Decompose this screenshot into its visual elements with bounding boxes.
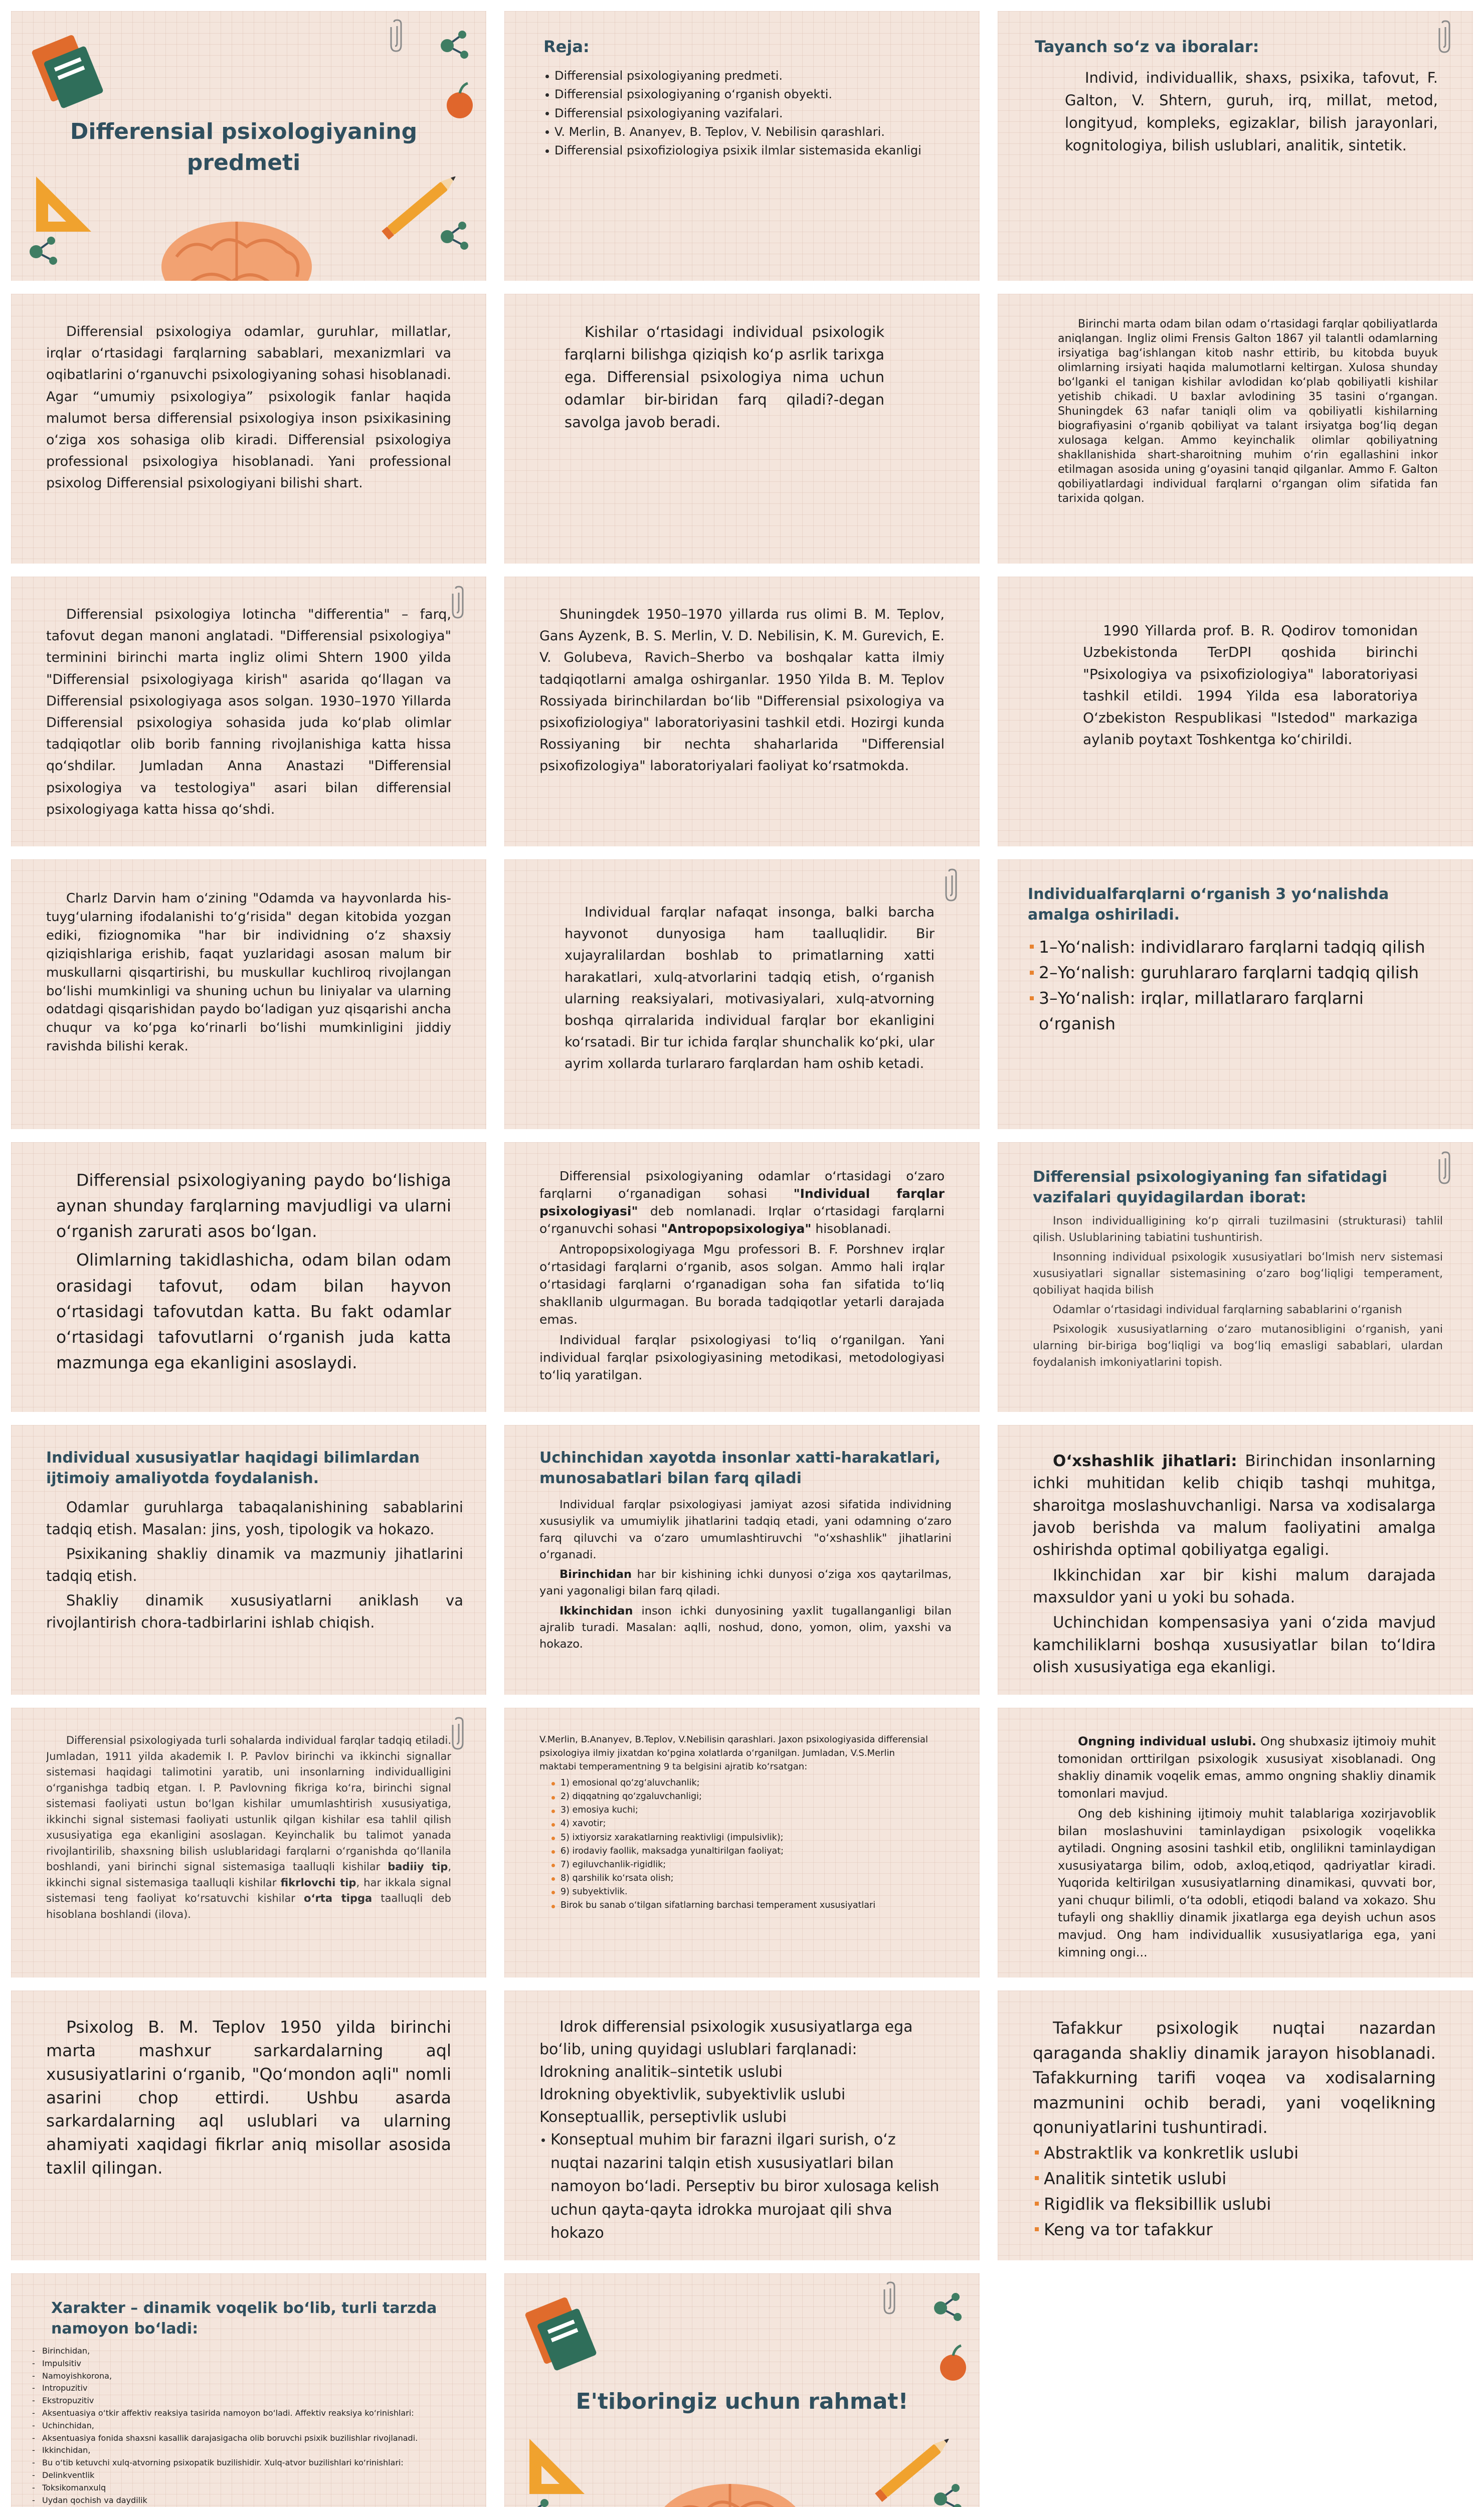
text-span: Birinchidan insonlarning ichki muhitidan kelib chiqib tashqi muhitga, sharoitga moslashuvchanligi. Narsa va xodisalarga javob berishda va malum faoliyatini amalga oshirishda optimal qobiliyatga egaligi. bbox=[1033, 1452, 1436, 1559]
bold-term: Birinchidan bbox=[560, 1568, 632, 1581]
body-text: Idrokning obyektivlik, subyektivlik uslubi bbox=[539, 2086, 846, 2103]
list-item: - Aksentuasiya fonida shaxsni kasallik darajasigacha olib boruvchi psixik buzilishlar rivojlanadi. bbox=[31, 2432, 451, 2445]
list-item: 6) irodaviy faollik, maksadga yunaltirilgan faoliyat; bbox=[549, 1845, 935, 1858]
bold-term: fikrlovchi tip bbox=[280, 1876, 356, 1889]
body-text bbox=[539, 1566, 952, 1600]
list-item: Differensial psixologiyaning predmeti. bbox=[543, 67, 945, 85]
apple-icon bbox=[936, 2344, 971, 2384]
molecule-icon bbox=[427, 18, 477, 68]
list-item: 2–Yo‘nalish: guruhlararo farqlarni tadqiq qilish bbox=[1028, 960, 1428, 985]
slide-tasks bbox=[998, 1142, 1473, 1412]
plan-list bbox=[543, 67, 945, 160]
body-text: Psixologik xususiyatlarning o‘zaro mutanosibligini o‘rganish, yani ularning bir-biriga bog‘liqligi va bog‘liq emasligi sabablari, ulardan foydalanish imkoniyatlarini topish. bbox=[1033, 1323, 1443, 1369]
text-span: hisoblanadi. bbox=[815, 1221, 891, 1236]
list-item: - Ikkinchidan, bbox=[31, 2444, 451, 2457]
brain-icon bbox=[156, 212, 317, 281]
list-item: 4) xavotir; bbox=[549, 1817, 935, 1831]
presentation-title: Differensial psixologiyaning predmeti bbox=[70, 119, 418, 175]
text-span: , ikkinchi signal sistemasiga taalluqli kishilar bbox=[46, 1861, 451, 1889]
list-item: Rigidlik va fleksibillik uslubi bbox=[1033, 2191, 1436, 2217]
text-span: deb nomlanadi. Irqlar o‘rtasidagi farqlarni o‘rganuvchi sohasi bbox=[539, 1204, 945, 1236]
body-text: Konseptuallik, perseptivlik uslubi bbox=[539, 2108, 787, 2126]
bold-term: "Antropopsixologiya" bbox=[661, 1221, 812, 1236]
slide-darwin bbox=[11, 859, 486, 1129]
list-item: 3–Yo‘nalish: irqlar, millatlararo farqlarni o‘rganish bbox=[1028, 985, 1428, 1036]
slide-title bbox=[11, 11, 486, 281]
list-item: - Bu o‘tib ketuvchi xulq-atvorning psixopatik buzilishidir. Xulq-atvor buzilishlari ko‘rinishlari: bbox=[31, 2457, 451, 2469]
list-item: 5) ixtiyorsiz xarakatlarning reaktivligi (impulsivlik); bbox=[549, 1831, 935, 1845]
bold-term: o‘rta tipga bbox=[304, 1892, 373, 1904]
slide-differences bbox=[504, 1425, 980, 1695]
body-text bbox=[539, 1167, 945, 1237]
perception-list bbox=[539, 2128, 945, 2240]
body-text: Individual farqlar nafaqat insonga, balki barcha hayvonot dunyosiga ham taalluqlidir. Bir xujayralilardan boshlab to primatlarning xatti harakatlari, xulq-atvorlarini tadqiq etish, o‘rganish ularning reaksiyalari, motivasiyalari, xulq-atvorning boshqa qirralarida individual farqlar bor ekanligini ko‘rsatadi. Bir tur ichida farqlar shunchalik ko‘pki, ular ayrim xollarda turlararo farqlardan ham oshib ketadi. bbox=[565, 905, 935, 1072]
body-text: V.Merlin, B.Ananyev, B.Teplov, V.Nebilisin qarashlari. Jaxon psixologiyasida differensial psixologiya ilmiy jixatdan ko‘pgina xolatlarda o‘rganilgan. Jumladan, V.S.Merlin maktabi temperamentning 9 ta belgisini ajratib ko‘rsatgan: bbox=[539, 1734, 928, 1772]
slide-teplov bbox=[504, 577, 980, 846]
body-text: Odamlar guruhlarga tabaqalanishining sabablarini tadqiq etish. Masalan: jins, yosh, tipologik va hokazo. bbox=[46, 1499, 463, 1538]
body-text: Psixikaning shakliy dinamik va mazmuniy jihatlarini tadqiq etish. bbox=[46, 1545, 463, 1584]
text-span: inson ichki dunyosining yaxlit tugallanganligi bilan ajralib turadi. Masalan: aqlli, noshud, dono, yomon, olim, yaxshi va hokazo. bbox=[539, 1604, 952, 1651]
thinking-list bbox=[1033, 2140, 1436, 2241]
body-text: Psixolog B. M. Teplov 1950 yilda birinchi marta mashxur sarkardalarning aql xususiyatlarini o‘rganib, "Qo‘mondon aqli" nomli asarini chop ettirdi. Ushbu asarda sarkardalarning aql uslublari va ularning ahamiyati xaqidagi fikrlar aniq misollar asosida taxlil qilingan. bbox=[46, 2017, 451, 2178]
body-text: Charlz Darvin ham o‘zining "Odamda va hayvonlarda his-tuyg‘ularning ifodalanishi to‘g‘risida" degan kitobida yozgan ediki, fiziognomika "har bir individning o‘z shaxsiy qiziqishlariga erishib, faqat yuzlaridagi asosan malum bir muskullarni qisqartirishi, bu muskullar kuchliroq rivojlangan bo‘lishi mumkinligi va shuning uchun bu liniyalar va ularning odatdagi qisqarishidan paydo bo‘ladigan yuz qisqarishi ancha chuqur va ko‘pga ko‘rinarli bo‘lishi mumkinligini jiddiy ravishda bilishi kerak. bbox=[46, 891, 451, 1054]
body-text: Differensial psixologiya lotincha "differentia" – farq, tafovut degan manoni anglatadi. "Differensial psixologiya" terminini birinchi marta ingliz olimi Shtern 1900 yilda "Differensial psixologiyaga kirish" asarida qo‘llagan va Differensial psixologiyaga asos solgan. 1930–1970 Yillarda Differensial psixologiya sohasida juda ko‘plab olimlar tadqiqotlar olib borib fanning rivojlanishiga katta hissa qo‘shdilar. Jumladan Anna Anastazi "Differensial psixologiya va testologiya" asari bilan differensial psixologiyaga katta hissa qo‘shdi. bbox=[46, 607, 451, 817]
practice-heading: Individual xususiyatlar haqidagi bilimlardan ijtimoiy amaliyotda foydalanish. bbox=[46, 1449, 420, 1487]
list-item: Abstraktlik va konkretlik uslubi bbox=[1033, 2140, 1436, 2166]
list-item: 9) subyektivlik. bbox=[549, 1885, 935, 1899]
body-text bbox=[539, 1603, 952, 1653]
body-text: Birinchi marta odam bilan odam o‘rtasidagi farqlar qobiliyatlarda aniqlangan. Ingliz olimi Frensis Galton 1867 yil talantli odamlarning irsiyatiga bag‘ishlangan kitob nashr ettirib, bu kitobda buyuk olimlarning irsiyati haqida malumotlarni keltirgan. Xulosa shunday bo‘lganki el tanigan kishilar avlodidan ko‘plab qobiliyatli kishilar yetishib chikadi. U baxlar avlodining 35 tasini o‘rgangan. Shuningdek 63 nafar taniqli olim va qobiliyatli kishilarning biografiyasini o‘rganib qobiliyat va talant irsiyatga bog‘liq degan xulosaga kelgan. Ammo keyinchalik olimlar qobiliyatning shakllanishida shart-sharoitning muhim o‘rin egallashini inkor etilmagan asosida uning g‘oyasini tanqid qilganlar. Ammo F. Galton qobiliyatlardagi individual farqlarni o‘rgangan olim sifatida fan tarixida qolgan. bbox=[1058, 318, 1438, 505]
list-item: - Uchinchidan, bbox=[31, 2420, 451, 2432]
differences-heading: Uchinchidan xayotda insonlar xatti-harakatlari, munosabatlari bilan farq qiladi bbox=[539, 1449, 941, 1487]
list-item: 3) emosiya kuchi; bbox=[549, 1804, 935, 1817]
body-text: Ong deb kishining ijtimoiy muhit talablariga xozirjavoblik bilan moslashuvini taminlaydigan psixologik voqelikka aytiladi. Ongning asosini tashkil etib, onglilikni taminlaydigan xususiyatarga bilim, odob, axloq,etiqod, qadriyatlar kiradi. Yuqorida keltirilgan xususiyatlarning dinamikasi, quvvati bor, yani chuqur bilimli, o‘ta odobli, etiqodi baland va xokazo. Shu tufayli ong shaklliy dinamik jixatlarga ega deyish uchun asos mavjud. Ong ham individuallik xususiyatlariga ega, yani kimning ongi... bbox=[1058, 1807, 1436, 1959]
slide-history bbox=[504, 294, 980, 564]
slide-thinking bbox=[998, 1991, 1473, 2260]
text-span: har bir kishining ichki dunyosi o‘ziga xos qaytarilmas, yani yagonaligi bilan farq qiladi. bbox=[539, 1568, 952, 1598]
body-text bbox=[46, 1733, 451, 1922]
list-item: 1) emosional qo‘zg‘aluvchanlik; bbox=[549, 1776, 935, 1790]
body-text: Shakliy dinamik xususiyatlarni aniklash va rivojlantirish chora-tadbirlarini ishlab chiqish. bbox=[46, 1592, 463, 1631]
list-item: - Uydan qochish va daydilik bbox=[31, 2494, 451, 2507]
list-item: - Intropuzitiv bbox=[31, 2382, 451, 2395]
paperclip-icon bbox=[377, 16, 417, 56]
molecule-icon bbox=[509, 2489, 570, 2507]
list-item: Differensial psixologiyaning o‘rganish obyekti. bbox=[543, 85, 945, 104]
slide-character bbox=[11, 2273, 486, 2507]
body-text: Differensial psixologiyaning paydo bo‘lishiga aynan shunday farqlarning mavjudligi va ularni o‘rganish zarurati asos bo‘lgan. bbox=[56, 1170, 451, 1241]
slide-similarities bbox=[998, 1425, 1473, 1695]
text-span: Differensial psixologiyada turli sohalarda individual farqlar tadqiq etiladi. Jumladan, 1911 yilda akademik I. P. Pavlov birinchi va ikkinchi signallar sistemasi haqidagi talimotini yaratib, uni insonlarning individualligini o‘rganishga tadbiq etgan. I. P. Pavlovning fikriga ko‘ra, birinchi signal sistemasi faoliyati ustun bo‘lgan kishilar umumlashtirish xususiyatiga, ikkinchi signal sistemasi faoliyati ustunlik qilgan kishilar esa tahlil qilish xususiyatiga ega ekanligini asoslagan. Keyinchalik bu talimot yanada rivojlantirilib, shaxsning bilish uslublaridagi farqlarni o‘rganishda qo‘llanila boshlandi, yani birinchi signal sistemasiga taalluqli kishilar bbox=[46, 1734, 451, 1873]
list-item: Keng va tor tafakkur bbox=[1033, 2217, 1436, 2240]
molecule-icon bbox=[432, 212, 482, 262]
slide-plan bbox=[504, 11, 980, 281]
slide-animals bbox=[504, 859, 980, 1129]
paperclip-icon bbox=[870, 2278, 910, 2318]
books-icon bbox=[514, 2283, 605, 2374]
slide-practice bbox=[11, 1425, 486, 1695]
list-item: 2) diqqatning qo‘zgaluvchanligi; bbox=[549, 1790, 935, 1804]
slide-pavlov bbox=[11, 1708, 486, 1978]
molecule-icon bbox=[925, 2474, 976, 2507]
body-text: Kishilar o‘rtasidagi individual psixologik farqlarni bilishga qiziqish ko‘p asrlik tarixga ega. Differensial psixologiya nima uchun odamlar bir-biridan farq qiladi?-degan savolga javob beradi. bbox=[565, 323, 884, 431]
body-text: 1990 Yillarda prof. B. R. Qodirov tomonidan Uzbekistonda TerDPI qoshida birinchi "Psixologiya va psixofiziologiya" laboratoriyasi tashkil etildi. 1994 Yilda esa laboratoriya O‘zbekiston Respublikasi "Istedod" markaziga aylanib poytaxt Toshkentga ko‘chirildi. bbox=[1083, 622, 1418, 748]
list-item: - Toksikomanxulq bbox=[31, 2482, 451, 2494]
list-item: - Impulsitiv bbox=[31, 2358, 451, 2370]
list-item: 7) egiluvchanlik-rigidlik; bbox=[549, 1858, 935, 1872]
body-text: Insonning individual psixologik xususiyatlari bo‘lmish nerv sistemasi xususiyatlari signallar sistemasining o‘zaro bog‘liqligi temperament, qobiliyat haqida bilish bbox=[1033, 1251, 1443, 1297]
slide-galton bbox=[998, 294, 1473, 564]
body-text: Ikkinchidan xar bir kishi malum darajada maxsuldor yani u yoki bu sohada. bbox=[1033, 1566, 1436, 1606]
body-text: Idrokning analitik–sintetik uslubi bbox=[539, 2063, 783, 2081]
list-item: - Ekstropuzitiv bbox=[31, 2395, 451, 2407]
tasks-heading: Differensial psixologiyaning fan sifatidagi vazifalari quyidagilardan iborat: bbox=[1033, 1168, 1388, 1206]
body-text: Idrok differensial psixologik xususiyatlarga ega bo‘lib, uning quyidagi uslublari farqlanadi: bbox=[539, 2018, 913, 2058]
slide-individual-psychology bbox=[504, 1142, 980, 1412]
body-text: Individual farqlar psixologiyasi to‘liq o‘rganilgan. Yani individual farqlar psixologiyasining metodikasi, metodologiyasi to‘liq yaratilgan. bbox=[539, 1333, 945, 1382]
slide-definition bbox=[11, 294, 486, 564]
directions-heading: Individualfarqlarni o‘rganish 3 yo‘nalishda amalga oshiriladi. bbox=[1028, 885, 1389, 924]
text-span: Ong shubxasiz ijtimoiy muhit tomonidan orttirilgan psixologik xususiyat xisoblanadi. Ong shakliy dinamik voqelik emas, ammo ongning shakliy dinamik tomonlari mavjud. bbox=[1058, 1734, 1436, 1801]
body-text: Uchinchidan kompensasiya yani o‘zida mavjud kamchiliklarni boshqa xususiyatlar bilan to‘ldira olish xususiyatiga ega ekanligi. bbox=[1033, 1614, 1436, 1675]
character-list bbox=[31, 2345, 451, 2507]
paperclip-icon bbox=[941, 868, 964, 904]
body-text: Inson individualligining ko‘p qirrali tuzilmasini (strukturasi) tahlil qilish. Uslublarining tabiatini tushuntirish. bbox=[1033, 1215, 1443, 1244]
text-span: Differensial psixologiyaning odamlar o‘rtasidagi o‘zaro farqlarni o‘rganadigan sohasi bbox=[539, 1169, 945, 1201]
slide-qodirov bbox=[998, 577, 1473, 846]
list-item: - Aksentuasiya o‘tkir affektiv reaksiya tasirida namoyon bo‘ladi. Affektiv reaksiya ko‘rinishlari: bbox=[31, 2407, 451, 2420]
bold-term: Ongning individual uslubi. bbox=[1078, 1734, 1256, 1748]
thanks-title: E'tiboringiz uchun rahmat! bbox=[576, 2389, 908, 2414]
directions-list bbox=[1028, 934, 1428, 1037]
list-item: 1–Yo‘nalish: individlararo farqlarni tadqiq qilish bbox=[1028, 934, 1428, 960]
plan-heading: Reja: bbox=[543, 37, 590, 56]
body-text bbox=[1033, 1450, 1436, 1561]
slide-thanks bbox=[504, 2273, 980, 2507]
list-item: Differensial psixofiziologiya psixik ilmlar sistemasida ekanligi bbox=[543, 141, 945, 160]
body-text: Differensial psixologiya odamlar, guruhlar, millatlar, irqlar o‘rtasidagi farqlarning sabablari, mexanizmlari va oqibatlarini o‘rganuvchi psixologiyaning sohasi hisoblanadi. Agar “umumiy psixologiya” psixologik fanlar haqida malumot bersa differensial psixologiya inson psixikasining o‘ziga xos sohasiga olib kiradi. Differensial psixologiya professional psixologiya hisoblanadi. Yani professional psixolog Differensial psixologiyani bilishi shart. bbox=[46, 324, 451, 491]
bold-term: badiiy tip bbox=[388, 1861, 448, 1873]
slide-commander bbox=[11, 1991, 486, 2260]
slide-keywords bbox=[998, 11, 1473, 281]
bold-term: "Individual farqlar psixologiyasi" bbox=[539, 1186, 945, 1218]
slide-merlin bbox=[504, 1708, 980, 1978]
molecule-icon bbox=[16, 227, 76, 277]
slide-terminology bbox=[11, 577, 486, 846]
list-item: 8) qarshilik ko‘rsata olish; bbox=[549, 1872, 935, 1885]
body-text bbox=[1058, 1733, 1436, 1802]
bold-term: O‘xshashlik jihatlari: bbox=[1053, 1452, 1237, 1470]
bold-term: Ikkinchidan bbox=[560, 1604, 633, 1618]
list-item: Differensial psixologiyaning vazifalari. bbox=[543, 104, 945, 123]
slide-origin bbox=[11, 1142, 486, 1412]
slide-directions bbox=[998, 859, 1473, 1129]
body-text: Individual farqlar psixologiyasi jamiyat azosi sifatida individning xususiylik va umumiylik jihatlarini tadqiq etadi, yani odamning o‘zaro farq qiluvchi va o‘zaro umumlashtiruvchi "o‘xshashlik" jihatlarini o‘rganadi. bbox=[539, 1498, 952, 1561]
list-item: - Delinkventlik bbox=[31, 2469, 451, 2482]
body-text: Tafakkur psixologik nuqtai nazardan qaraganda shakliy dinamik jarayon hisoblanadi. Tafakkurning tarifi voqea va xodisalarning mazmunini ochib beradi, yani voqelikning qonuniyatlarini tushuntiradi. bbox=[1033, 2018, 1436, 2137]
body-text: Olimlarning takidlashicha, odam bilan odam orasidagi tafovut, odam bilan hayvon o‘rtasidagi tafovutdan katta. Bu fakt odamlar o‘rtasidagi tafovutlarni o‘rganish juda katta mazmunga ega ekanligini asoslaydi. bbox=[56, 1250, 451, 1372]
list-item: Analitik sintetik uslubi bbox=[1033, 2166, 1436, 2191]
keywords-heading: Tayanch so‘z va iboralar: bbox=[1035, 37, 1259, 56]
molecule-icon bbox=[920, 2280, 971, 2331]
text-span: , har ikkala signal sistemasi teng faoliyat ko‘rsatuvchi kishilar bbox=[46, 1876, 451, 1904]
list-item: Birok bu sanab o‘tilgan sifatlarning barchasi temperament xususiyatlari bbox=[549, 1899, 935, 1912]
list-item: - Birinchidan, bbox=[31, 2345, 451, 2358]
slide-perception bbox=[504, 1991, 980, 2260]
slide-consciousness bbox=[998, 1708, 1473, 1978]
list-item: Konseptual muhim bir farazni ilgari surish, o‘z nuqtai nazarini talqin etish xususiyatlari bilan namoyon bo‘ladi. Perseptiv bu biror xulosaga kelish uchun qayta-qayta idrokka murojaat qili shva hokazo bbox=[539, 2128, 945, 2240]
text-span: taalluqli deb hisoblana boshlandi (ilova). bbox=[46, 1892, 451, 1920]
body-text: Odamlar o‘rtasidagi individual farqlarning sabablarini o‘rganish bbox=[1053, 1304, 1402, 1316]
temperament-list bbox=[539, 1776, 935, 1912]
character-heading: Xarakter – dinamik voqelik bo‘lib, turli tarzda namoyon bo‘ladi: bbox=[51, 2299, 437, 2338]
list-item: - Namoyishkorona, bbox=[31, 2370, 451, 2383]
books-icon bbox=[21, 21, 111, 111]
keywords-text: Individ, individuallik, shaxs, psixika, tafovut, F. Galton, V. Shtern, guruh, irq, millat, metod, longityud, kompleks, egizaklar, bilish jarayonlari, kognitologiya, bilish uslublari, analitik, sintetik. bbox=[1065, 69, 1438, 154]
brain-icon bbox=[650, 2474, 810, 2507]
body-text: Antropopsixologiyaga Mgu professori B. F. Porshnev irqlar o‘rtasidagi farqlarni o‘rganib, asos solgan. Ammo hali irqlar o‘rtasidagi farqlarni o‘rganadigan soha fan sifatida to‘liq shakllanib ulgurmagan. Bu borada tadqiqotlar yetarli darajada emas. bbox=[539, 1242, 945, 1327]
apple-icon bbox=[442, 81, 477, 121]
list-item: V. Merlin, B. Ananyev, B. Teplov, V. Nebilisin qarashlari. bbox=[543, 123, 945, 141]
body-text: Shuningdek 1950–1970 yillarda rus olimi B. M. Teplov, Gans Ayzenk, B. S. Merlin, V. D. Nebilisin, K. M. Gurevich, E. V. Golubeva, Ravich–Sherbo va boshqalar katta ilmiy tadqiqotlarni amalga oshirganlar. 1950 Yilda B. M. Teplov Rossiyada birinchilardan bo‘lib "Differensial psixologiya va psixofiziologiya" laboratoriyasini tashkil etdi. Hozirgi kunda Rossiyaning bir nechta shaharlarida "Differensial psixofizologiya" laboratoriyalari faoliyat ko‘rsatmokda. bbox=[539, 607, 945, 774]
